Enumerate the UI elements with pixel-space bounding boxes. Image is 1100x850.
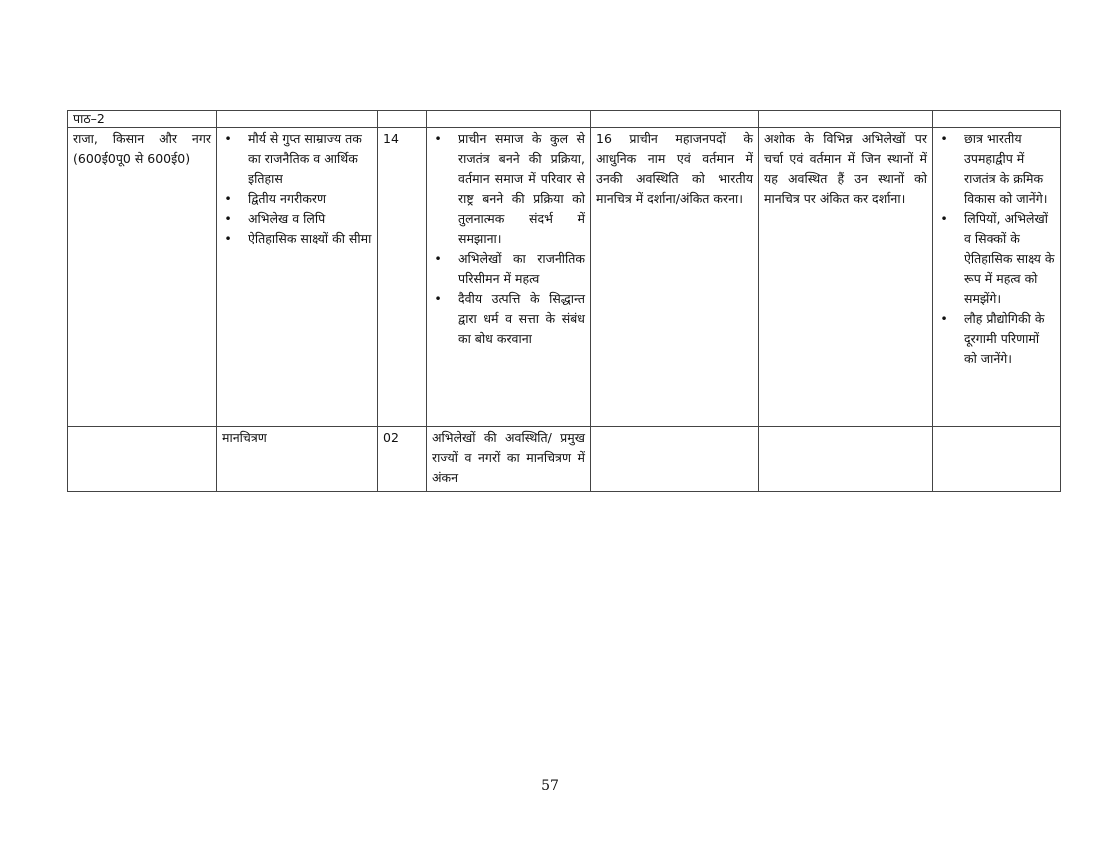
- empty-cell: [759, 427, 933, 492]
- bullet-icon: •: [434, 291, 442, 306]
- list-item: • लौह प्रौद्योगिकी के दूरगामी परिणामों को जानेंगे।: [964, 309, 1055, 369]
- map-objective-cell: [427, 427, 591, 492]
- lesson-cell: [68, 111, 217, 128]
- topic-cell: [68, 128, 217, 427]
- list-item: • प्राचीन समाज के कुल से राजतंत्र बनने की प्रक्रिया, वर्तमान समाज में परिवार से राष्ट्र बनने की प्रक्रिया को तुलनात्मक संदर्भ में समझाना।: [458, 129, 585, 249]
- periods-value: 14: [383, 131, 399, 146]
- bullet-icon: •: [224, 231, 232, 246]
- bullet-icon: •: [224, 211, 232, 226]
- bullet-icon: •: [224, 191, 232, 206]
- map-periods-value: 02: [383, 430, 399, 445]
- empty-cell: [378, 111, 427, 128]
- bullet-icon: •: [434, 251, 442, 266]
- empty-cell: [68, 427, 217, 492]
- bullet-icon: •: [940, 211, 948, 226]
- header-row: [68, 111, 1061, 128]
- map-content-cell: [217, 427, 378, 492]
- map-row: [68, 427, 1061, 492]
- list-item: • लिपियों, अभिलेखों व सिक्कों के ऐतिहासिक साक्ष्य के रूप में महत्व को समझेंगे।: [964, 209, 1055, 309]
- empty-cell: [217, 111, 378, 128]
- objectives-list: [432, 129, 585, 349]
- bullet-icon: •: [434, 131, 442, 146]
- periods-cell: [378, 128, 427, 427]
- list-item: • छात्र भारतीय उपमहाद्वीप में राजतंत्र के क्रमिक विकास को जानेंगे।: [964, 129, 1055, 209]
- list-item: • ऐतिहासिक साक्ष्यों की सीमा: [248, 229, 372, 249]
- map-objective-text: अभिलेखों की अवस्थिति/ प्रमुख राज्यों व नगरों का मानचित्रण में अंकन: [432, 430, 585, 485]
- activity-text: अशोक के विभिन्न अभिलेखों पर चर्चा एवं वर्तमान में जिन स्थानों में यह अवस्थित हैं उन स्थानों को मानचित्र पर अंकित कर दर्शाना।: [764, 131, 927, 206]
- topic-text: राजा, किसान और नगर (600ई0पू0 से 600ई0): [73, 131, 211, 166]
- syllabus-table: [67, 110, 1061, 492]
- empty-cell: [591, 427, 759, 492]
- lesson-label: पाठ–2: [73, 111, 105, 126]
- empty-cell: [933, 427, 1061, 492]
- bullet-icon: •: [940, 131, 948, 146]
- map-periods-cell: [378, 427, 427, 492]
- empty-cell: [759, 111, 933, 128]
- list-item: • दैवीय उत्पत्ति के सिद्धान्त द्वारा धर्म व सत्ता के संबंध का बोध करवाना: [458, 289, 585, 349]
- outcomes-cell: [933, 128, 1061, 427]
- list-item: • मौर्य से गुप्त साम्राज्य तक का राजनैतिक व आर्थिक इतिहास: [248, 129, 372, 189]
- empty-cell: [933, 111, 1061, 128]
- main-row: [68, 128, 1061, 427]
- activity-text: 16 प्राचीन महाजनपदों के आधुनिक नाम एवं वर्तमान में उनकी अवस्थिति को भारतीय मानचित्र में दर्शाना/अंकित करना।: [596, 131, 753, 206]
- objectives-cell: [427, 128, 591, 427]
- bullet-icon: •: [224, 131, 232, 146]
- list-item: • अभिलेखों का राजनीतिक परिसीमन में महत्व: [458, 249, 585, 289]
- empty-cell: [591, 111, 759, 128]
- content-list: [222, 129, 372, 249]
- outcomes-list: [938, 129, 1055, 369]
- list-item: • अभिलेख व लिपि: [248, 209, 372, 229]
- content-cell: [217, 128, 378, 427]
- activity-cell: [759, 128, 933, 427]
- map-content-text: मानचित्रण: [222, 430, 267, 445]
- list-item: • द्वितीय नगरीकरण: [248, 189, 372, 209]
- empty-cell: [427, 111, 591, 128]
- activity-cell: [591, 128, 759, 427]
- page-number: 57: [541, 778, 559, 794]
- bullet-icon: •: [940, 311, 948, 326]
